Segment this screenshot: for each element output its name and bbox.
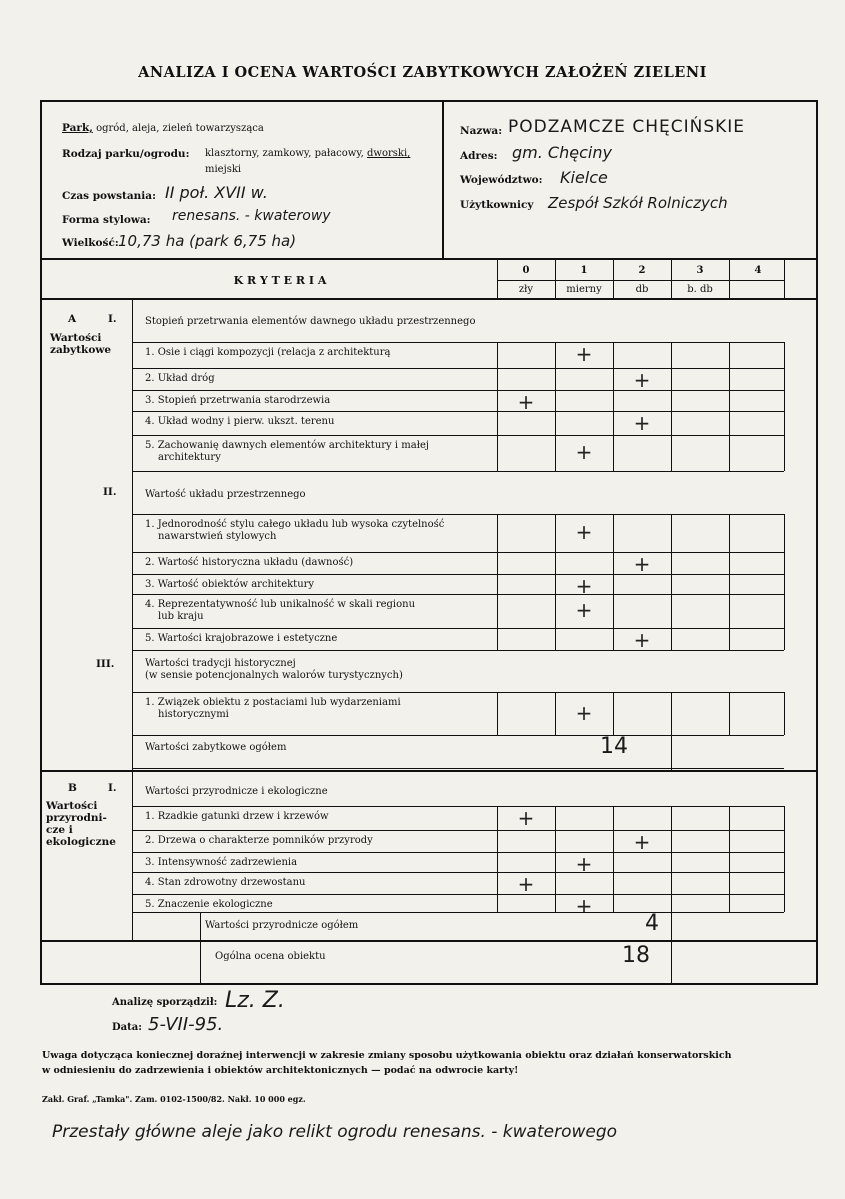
grid-v — [613, 390, 614, 411]
grid-h — [132, 894, 784, 895]
grid-h — [132, 872, 784, 873]
data-value: 5-VII-95. — [148, 1014, 224, 1035]
grid-v — [671, 872, 672, 894]
section-column-divider — [132, 298, 133, 941]
grid-v — [784, 852, 785, 872]
grid-v — [613, 594, 614, 628]
score-mark: + — [633, 368, 651, 392]
grid-v — [729, 894, 730, 912]
criterion-text: 1. Jednorodność stylu całego układu lub wysoka czytelność — [145, 519, 445, 530]
grid-v — [613, 872, 614, 894]
grid-v — [497, 830, 498, 852]
park-type-rest: ogród, aleja, zieleń towarzysząca — [96, 123, 264, 134]
grid-h — [132, 735, 784, 736]
section-b-label: Wartości przyrodni- cze i ekologiczne — [46, 800, 116, 848]
grid-v — [671, 390, 672, 411]
grid-v — [784, 258, 785, 298]
grid-v — [671, 574, 672, 594]
grid-v — [784, 830, 785, 852]
grid-v — [784, 411, 785, 435]
group-a3-heading-1: Wartości tradycji historycznej — [145, 658, 296, 669]
rodzaj-options-text: klasztorny, zamkowy, pałacowy, — [205, 148, 364, 159]
ogolna-ocena-label: Ogólna ocena obiektu — [215, 951, 326, 962]
wielkosc-value: 10,73 ha (park 6,75 ha) — [118, 232, 297, 250]
grid-h — [132, 574, 784, 575]
grid-v — [729, 830, 730, 852]
grid-h — [132, 435, 784, 436]
table-top-line — [40, 258, 818, 260]
grid-v — [671, 514, 672, 552]
grid-v — [497, 894, 498, 912]
criterion-text: 2. Układ dróg — [145, 373, 215, 384]
total-przyrodnicze-value: 4 — [645, 911, 659, 936]
grid-v — [729, 806, 730, 830]
park-type-line — [62, 122, 264, 134]
uwaga-line-2: w odniesieniu do zadrzewienia i obiektów architektonicznych — podać na odwrocie karty! — [42, 1065, 519, 1076]
grid-v — [497, 435, 498, 471]
grid-v — [555, 258, 556, 298]
score-col-0-num: 0 — [522, 265, 530, 276]
grid-h — [132, 628, 784, 629]
grid-h — [132, 514, 784, 515]
score-mark: + — [575, 894, 593, 918]
section-b-letter: B — [68, 782, 77, 794]
forma-value: renesans. - kwaterowy — [172, 208, 331, 224]
score-mark: + — [575, 598, 593, 622]
grid-v — [671, 806, 672, 830]
total-przyrodnicze-label: Wartości przyrodnicze ogółem — [205, 920, 359, 931]
grid-v — [671, 411, 672, 435]
grid-v — [784, 692, 785, 735]
score-col-1-num: 1 — [580, 265, 588, 276]
grid-v — [784, 806, 785, 830]
group-a1-heading: Stopień przetrwania elementów dawnego układu przestrzennego — [145, 316, 476, 327]
grid-v — [784, 552, 785, 574]
grid-v — [729, 872, 730, 894]
grid-h — [132, 471, 784, 472]
score-col-1-label: mierny — [566, 284, 602, 295]
grid-v — [671, 830, 672, 852]
grid-v — [671, 628, 672, 650]
grid-h — [132, 552, 784, 553]
form-title: ANALIZA I OCENA WARTOŚCI ZABYTKOWYCH ZAŁOŻEŃ ZIELENI — [138, 64, 707, 81]
grid-h — [132, 852, 784, 853]
criterion-text-cont: historycznymi — [158, 709, 229, 720]
adres-label: Adres: — [460, 150, 498, 162]
grid-v — [729, 574, 730, 594]
score-mark: + — [633, 830, 651, 854]
grid-v — [671, 912, 672, 984]
grid-v — [671, 692, 672, 735]
grid-v — [671, 852, 672, 872]
grid-v — [671, 342, 672, 368]
grid-v — [613, 514, 614, 552]
criterion-text: 3. Intensywność zadrzewienia — [145, 857, 298, 868]
grid-v — [729, 390, 730, 411]
data-label: Data: — [112, 1022, 142, 1033]
grid-v — [555, 368, 556, 390]
score-mark: + — [575, 440, 593, 464]
grid-h — [132, 692, 784, 693]
grid-v — [729, 852, 730, 872]
grid-h — [132, 368, 784, 369]
rodzaj-selected: dworski, — [367, 148, 411, 159]
grid-v — [613, 258, 614, 298]
criterion-text: 4. Układ wodny i pierw. ukszt. terenu — [145, 416, 335, 427]
group-a2-heading: Wartość układu przestrzennego — [145, 489, 306, 500]
grid-v — [784, 342, 785, 368]
adres-value: gm. Chęciny — [512, 143, 612, 162]
grid-v — [784, 435, 785, 471]
grid-v — [671, 258, 672, 298]
grid-v — [613, 342, 614, 368]
score-mark: + — [575, 574, 593, 598]
analize-value: Lz. Z. — [225, 988, 285, 1013]
grid-v — [497, 852, 498, 872]
score-mark: + — [575, 520, 593, 544]
grid-v — [497, 594, 498, 628]
grid-v — [784, 390, 785, 411]
grid-v — [613, 435, 614, 471]
grid-h — [132, 342, 784, 343]
total-zabytkowe-label: Wartości zabytkowe ogółem — [145, 742, 287, 753]
grid-h — [132, 830, 784, 831]
rodzaj-options — [205, 148, 410, 159]
grid-v — [729, 258, 730, 298]
total-zabytkowe-value: 14 — [600, 734, 628, 759]
criterion-text-cont: lub kraju — [158, 611, 204, 622]
score-col-2-label: db — [635, 284, 649, 295]
score-mark: + — [517, 806, 535, 830]
grid-v — [555, 628, 556, 650]
grid-v — [729, 368, 730, 390]
grid-v — [613, 574, 614, 594]
criterion-text: 1. Osie i ciągi kompozycji (relacja z architekturą — [145, 347, 391, 358]
criterion-text: 1. Związek obiektu z postaciami lub wydarzeniami — [145, 697, 401, 708]
group-a3-roman: III. — [96, 658, 115, 670]
score-mark: + — [633, 552, 651, 576]
criterion-text: 2. Drzewa o charakterze pomników przyrody — [145, 835, 373, 846]
grid-v — [671, 594, 672, 628]
grid-v — [613, 852, 614, 872]
score-col-0-label: zły — [518, 284, 534, 295]
section-b-top-line — [40, 770, 818, 772]
score-col-4-num: 4 — [754, 265, 762, 276]
grid-v — [671, 894, 672, 912]
grid-v — [671, 735, 672, 770]
score-mark: + — [517, 390, 535, 414]
group-b1-heading: Wartości przyrodnicze i ekologiczne — [145, 786, 328, 797]
grid-v — [729, 411, 730, 435]
grid-v — [671, 368, 672, 390]
header-divider — [442, 101, 444, 258]
grid-v — [729, 552, 730, 574]
score-col-3-num: 3 — [696, 265, 704, 276]
forma-label: Forma stylowa: — [62, 214, 151, 226]
grid-v — [555, 552, 556, 574]
grid-h — [132, 594, 784, 595]
grid-v — [729, 692, 730, 735]
czas-value: II poł. XVII w. — [165, 183, 268, 202]
group-a2-roman: II. — [103, 486, 117, 498]
grid-v — [784, 628, 785, 650]
grid-v — [784, 594, 785, 628]
grid-v — [671, 435, 672, 471]
criterion-text: 5. Zachowanię dawnych elementów architektury i małej — [145, 440, 429, 451]
section-a-roman: I. — [108, 313, 117, 325]
grid-v — [497, 368, 498, 390]
grid-h — [132, 411, 784, 412]
criterion-text: 5. Wartości krajobrazowe i estetyczne — [145, 633, 338, 644]
criterion-text: 1. Rzadkie gatunki drzew i krzewów — [145, 811, 329, 822]
rodzaj-label: Rodzaj parku/ogrodu: — [62, 148, 190, 160]
score-mark: + — [633, 411, 651, 435]
grid-v — [784, 514, 785, 552]
grid-v — [784, 894, 785, 912]
grid-v — [613, 692, 614, 735]
criterion-text: 3. Wartość obiektów architektury — [145, 579, 315, 590]
score-mark: + — [633, 628, 651, 652]
kryteria-heading: K R Y T E R I A — [233, 274, 327, 287]
grid-v — [729, 594, 730, 628]
criterion-text: 5. Znaczenie ekologiczne — [145, 899, 273, 910]
grid-v — [497, 514, 498, 552]
grid-v — [555, 830, 556, 852]
grid-v — [497, 574, 498, 594]
grid-v — [497, 411, 498, 435]
criterion-text: 3. Stopień przetrwania starodrzewia — [145, 395, 331, 406]
print-info: Zakł. Graf. „Tamka". Zam. 0102-1500/82. Nakł. 10 000 egz. — [42, 1094, 306, 1104]
grid-h — [132, 768, 784, 769]
grid-h — [200, 912, 675, 913]
grid-v — [613, 894, 614, 912]
grid-v — [729, 628, 730, 650]
score-mark: + — [517, 872, 535, 896]
rodzaj-last: miejski — [205, 164, 242, 175]
handwritten-note: Przestały główne aleje jako relikt ogrodu renesans. - kwaterowego — [52, 1122, 618, 1142]
uwaga-line-1: Uwaga dotycząca koniecznej doraźnej interwencji w zakresie zmiany sposobu użytkowania obiektu oraz działań konserwatorskich — [42, 1050, 732, 1061]
nazwa-label: Nazwa: — [460, 125, 503, 137]
grid-v — [784, 872, 785, 894]
score-col-2-num: 2 — [638, 265, 646, 276]
grid-v — [200, 912, 201, 984]
score-header-bottom-line — [40, 298, 818, 300]
section-a-letter: A — [68, 313, 77, 325]
criterion-text: 2. Wartość historyczna układu (dawność) — [145, 557, 354, 568]
criterion-text-cont: nawarstwień stylowych — [158, 531, 277, 542]
wielkosc-label: Wielkość: — [62, 237, 119, 249]
grid-v — [497, 258, 498, 298]
score-col-3-label: b. db — [687, 284, 713, 295]
section-b-roman: I. — [108, 782, 117, 794]
grid-v — [784, 574, 785, 594]
score-mark: + — [575, 342, 593, 366]
grid-v — [555, 390, 556, 411]
grid-v — [729, 435, 730, 471]
grid-v — [729, 342, 730, 368]
grid-h — [40, 940, 818, 942]
score-header-mid-line — [497, 280, 784, 281]
grid-v — [555, 872, 556, 894]
grid-v — [497, 628, 498, 650]
grid-h — [132, 390, 784, 391]
grid-v — [784, 368, 785, 390]
section-a-label: Wartości zabytkowe — [50, 332, 112, 356]
score-mark: + — [575, 700, 593, 725]
group-a3-heading-2: (w sensie potencjonalnych walorów turystycznych) — [145, 670, 403, 681]
czas-label: Czas powstania: — [62, 190, 156, 202]
park-type-selected: Park, — [62, 122, 93, 134]
wojewodztwo-label: Województwo: — [460, 174, 543, 186]
criterion-text: 4. Stan zdrowotny drzewostanu — [145, 877, 306, 888]
grid-v — [555, 411, 556, 435]
wojewodztwo-value: Kielce — [560, 168, 608, 187]
grid-v — [671, 552, 672, 574]
score-mark: + — [575, 852, 593, 876]
ogolna-ocena-value: 18 — [622, 943, 650, 968]
criterion-text-cont: architektury — [158, 452, 221, 463]
grid-v — [497, 342, 498, 368]
uzytkownicy-label: Użytkownicy — [460, 199, 534, 211]
grid-v — [497, 692, 498, 735]
criterion-text: 4. Reprezentatywność lub unikalność w skali regionu — [145, 599, 416, 610]
grid-v — [729, 514, 730, 552]
grid-v — [613, 806, 614, 830]
grid-v — [555, 806, 556, 830]
grid-v — [497, 552, 498, 574]
nazwa-value: PODZAMCZE CHĘCIŃSKIE — [508, 117, 746, 137]
grid-h — [132, 806, 784, 807]
analize-label: Analizę sporządził: — [112, 997, 218, 1008]
uzytkownicy-value: Zespół Szkół Rolniczych — [548, 194, 728, 212]
grid-h — [132, 650, 784, 651]
